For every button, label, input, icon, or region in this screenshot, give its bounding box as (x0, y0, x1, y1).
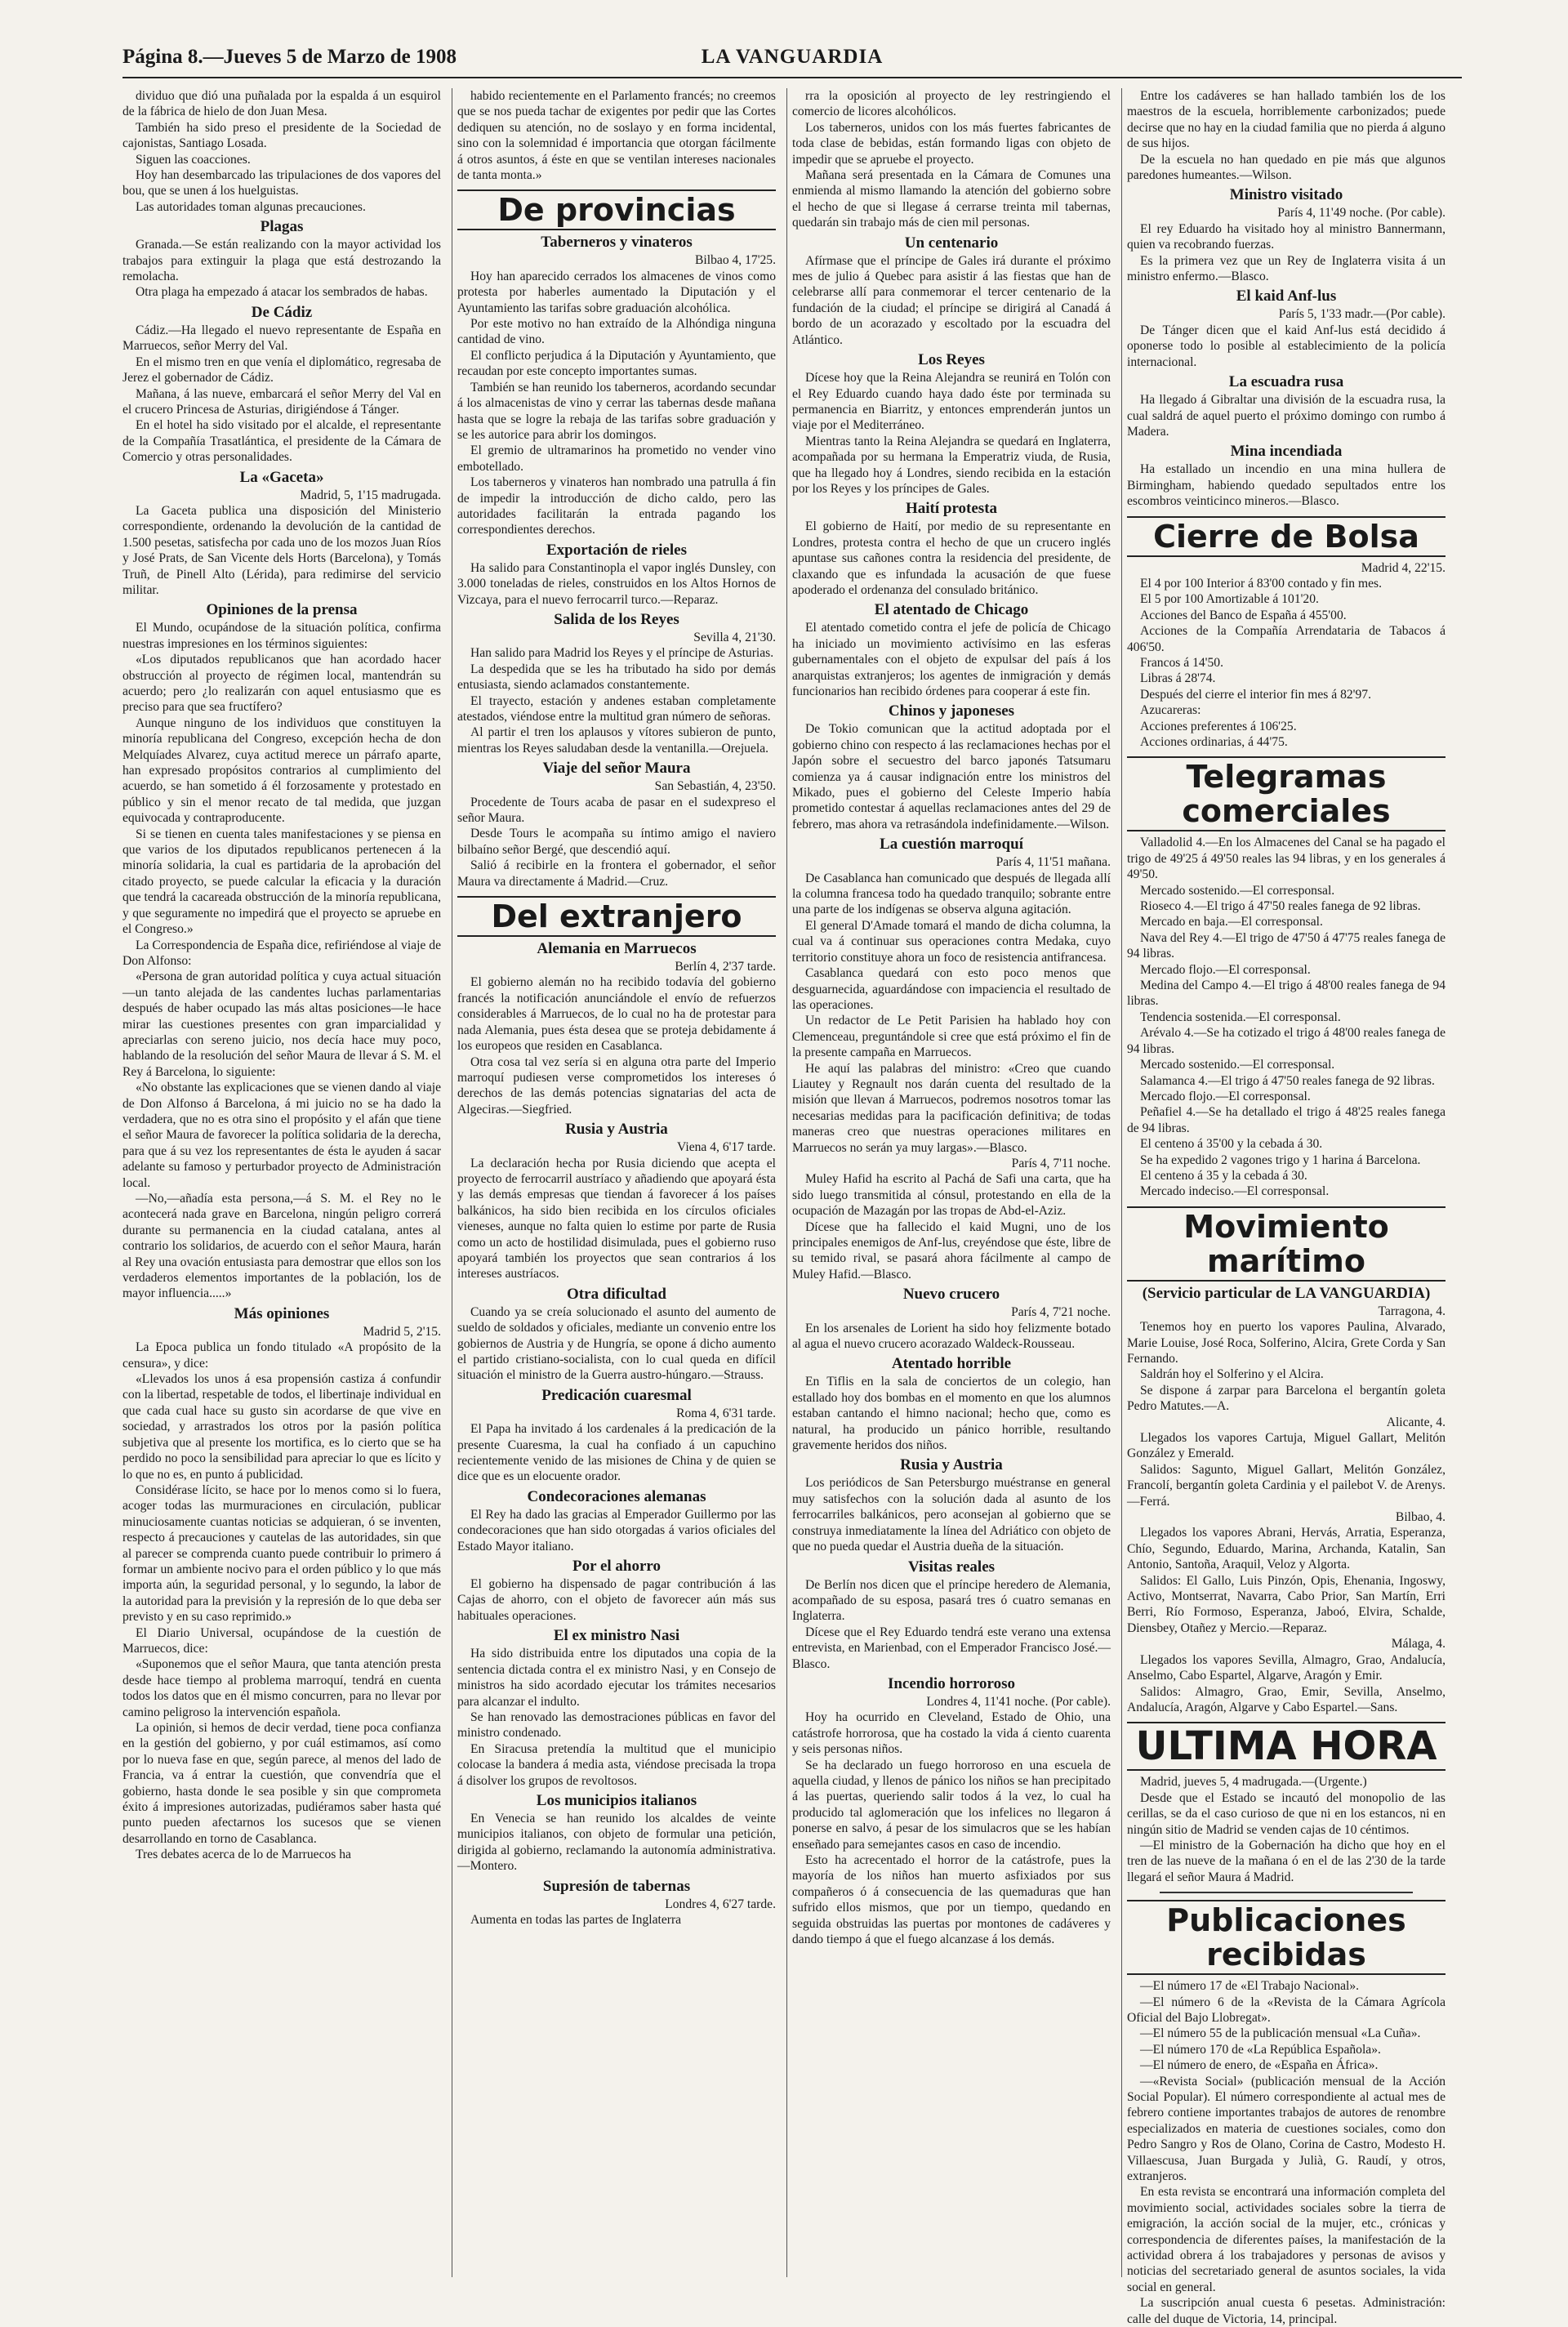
paragraph: habido recientemente en el Parlamento francés; no creemos que se nos pueda tachar de exigentes por pedir que las Cortes dediquen su atención, no de soslayo y en forma incidental, sino con la solemnidad é importancia que otorgan fácilmente á otros asuntos, á éste en que se ventilan intereses nacionales de tanta monta.» (457, 89, 776, 183)
paragraph: «Suponemos que el señor Maura, que tanta atención presta desde hace tiempo al problema marroquí, tendrá en cuenta todos los datos que en él mismo concurren, para no llevar por camino peligroso la intervención española. (122, 1657, 441, 1719)
header-rule (122, 77, 1462, 78)
paragraph: Muley Hafid ha escrito al Pachá de Safi una carta, que ha sido luego transmitida al cónsul, protestando en ella de la ocupación de Mazagán por las tropas de Abd-el-Aziz. (792, 1172, 1111, 1219)
paragraph: Rioseco 4.—El trigo á 47'50 reales fanega de 92 libras. (1140, 899, 1421, 914)
paragraph: De Casablanca han comunicado que después de llegada allí la columna francesa todo ha quedado tranquilo; sobrante entre una parte de los indígenas se observa alguna agitación. (792, 871, 1111, 917)
paragraph: —No,—añadía esta persona,—á S. M. el Rey no le acontecerá nada grave en Barcelona, ningún peligro correrá durante su permanencia en la ciudad catalana, antes al contrario los solidarios, de acuerdo con el señor Maura, harán al Rey una ovación entusiasta para demostrar que ellos son los verdaderos elementos importantes de la población, los de mayor influencia.....» (122, 1192, 441, 1301)
paragraph: La suscripción anual cuesta 6 pesetas. Administración: calle del duque de Victoria, 14, principal. (1127, 2296, 1446, 2326)
section-heading: Incendio horroroso (887, 1674, 1016, 1692)
dateline: París 4, 11'49 noche. (Por cable). (1277, 206, 1446, 221)
paragraph: En Venecia se han reunido los alcaldes de veinte municipios italianos, con objeto de formular una petición, dirigida al gobierno, reclamando la autonomía administrativa.—Montero. (457, 1811, 776, 1874)
paragraph: Acciones de la Compañía Arrendataria de Tabacos á 406'50. (1127, 624, 1446, 654)
dateline: Londres 4, 11'41 noche. (Por cable). (926, 1694, 1111, 1709)
section-heading: Chinos y japoneses (888, 702, 1015, 720)
paragraph: Siguen las coacciones. (136, 152, 251, 167)
page-header (122, 41, 1462, 75)
paragraph: Saldrán hoy el Solferino y el Alcira. (1140, 1367, 1324, 1382)
paragraph: Acciones del Banco de España á 455'00. (1140, 608, 1347, 622)
column-3 (792, 88, 1111, 2285)
paragraph: El gobierno alemán no ha recibido todavía del gobierno francés la notificación anunciándole el envío de refuerzos considerables á Marruecos, de lo cual no ha de protestar para nada Alemania, pues ésta desea que se proteja debidamente á los europeos que residen en Casablanca. (457, 975, 776, 1054)
paragraph: Mañana, á las nueve, embarcará el señor Merry del Val en el crucero Princesa de Asturias, dirigiéndose á Tánger. (122, 386, 441, 417)
paragraph: Acciones preferentes á 106'25. (1140, 719, 1297, 733)
paragraph: Mercado indeciso.—El corresponsal. (1140, 1184, 1330, 1199)
paragraph: La Correspondencia de España dice, refiriéndose al viaje de Don Alfonso: (122, 938, 441, 968)
paragraph: «Los diputados republicanos que han acordado hacer obstrucción al proyecto de régimen local, mantendrán su acuerdo; pero ¿lo realizarán con aquel entusiasmo que es preciso para que sea fructífero? (122, 653, 441, 715)
paragraph: Medina del Campo 4.—El trigo á 48'00 reales fanega de 94 libras. (1127, 978, 1446, 1009)
dateline: París 5, 1'33 madr.—(Por cable). (1278, 307, 1446, 322)
paragraph: Otra cosa tal vez sería si en alguna otra parte del Imperio marroquí pudiesen verse comprometidos los intereses ó derechos de las demás potencias signatarias del acta de Algeciras.—Siegfried. (457, 1054, 776, 1117)
dateline: París 4, 7'11 noche. (1011, 1156, 1111, 1170)
paragraph: La despedida que se les ha tributado ha sido por demás entusiasta, siendo aclamados constantemente. (457, 662, 776, 693)
section-heading: Predicación cuaresmal (541, 1386, 692, 1404)
section-heading: Haití protesta (905, 500, 998, 518)
paragraph: El Rey ha dado las gracias al Emperador Guillermo por las condecoraciones que han sido otorgadas á varios oficiales del Estado Mayor italiano. (457, 1507, 776, 1554)
column-4 (1127, 88, 1446, 2326)
paragraph: Los taberneros y vinateros han nombrado una patrulla á fin de impedir la introducción de dicho caldo, pero las autoridades facilitarán la entrada pagando los correspondientes derechos. (457, 475, 776, 537)
paragraph: Se dispone á zarpar para Barcelona el bergantín goleta Pedro Matutes.—A. (1127, 1383, 1446, 1414)
paragraph: En esta revista se encontrará una información completa del movimiento social, actividades sociales sobre la tierra de emigración, la acción social de la mujer, etc., crónicas y correspondencia de diferentes países, la manifestación de la actividad obrera á los trabajadores y personas de avisos y noticias del secretariado general de asuntos sociales, la vida social en general. (1127, 2185, 1446, 2294)
paragraph: En el mismo tren en que venía el diplomático, regresaba de Jerez el gobernador de Cádiz. (122, 354, 441, 386)
paragraph: «No obstante las explicaciones que se vienen dando al viaje de Don Alfonso á Barcelona, á mi juicio no se ha dado la verdadera, que no es otra sino el propósito y el afán que tiene el señor Maura de favorecer la política solidaria de la derecha, para que á su vez los representantes de ésta le ayuden á sacar adelante su famoso y perturbador proyecto de Administración local. (122, 1081, 441, 1190)
dateline: San Sebastián, 4, 23'50. (654, 779, 776, 794)
paragraph: El rey Eduardo ha visitado hoy al ministro Bannermann, quien va recobrando fuerzas. (1127, 221, 1446, 252)
section-heading: Taberneros y vinateros (541, 234, 693, 252)
paragraph: Tres debates acerca de lo de Marruecos ha (136, 1848, 351, 1862)
paragraph: Desde que el Estado se incautó del monopolio de las cerillas, se da el caso curioso de que ni en los estancos, ni en ningún sitio de Madrid se venden cajas de 10 céntimos. (1127, 1790, 1446, 1837)
dateline: Roma 4, 6'31 tarde. (676, 1406, 776, 1420)
paragraph: Ha salido para Constantinopla el vapor inglés Dunsley, con 3.000 toneladas de rieles, construidos en los Altos Hornos de Vizcaya, para el nuevo ferrocarril turco.—Reparaz. (457, 560, 776, 607)
paragraph: Azucareras: (1140, 703, 1201, 718)
paragraph: Aumenta en todas las partes de Inglaterra (470, 1912, 682, 1927)
section-heading: La cuestión marroquí (880, 836, 1023, 854)
section-heading: Los municipios italianos (536, 1791, 697, 1809)
paragraph: Afírmase que el príncipe de Gales irá durante el próximo mes de julio á Quebec para asistir á las fiestas que han de celebrarse allí para conmemorar el tercer centenario de la fundación de la ciudad; el príncipe se dirigirá al Canadá á bordo de un acorazado y escoltado por la escuadra del Atlántico. (792, 253, 1111, 347)
section-heading: Atentado horrible (891, 1355, 1012, 1373)
section-heading: Exportación de rieles (546, 541, 688, 559)
paragraph: Esto ha acrecentado el horror de la catástrofe, pues la mayoría de los niños han muerto asfixiados por sus compañeros ó á consecuencia de las quemaduras que han sufrido ellos mismos, que por un tiempo, quedando en seguida obstruidas las puertas por montones de cadáveres y dando tiempo á que el fuego alcanzase á los demás. (792, 1853, 1111, 1947)
paragraph: Casablanca quedará con esto poco menos que desguarnecida, aguardándose con impaciencia el resultado de las operaciones. (792, 966, 1111, 1012)
paragraph: Desde Tours le acompaña su íntimo amigo el naviero bilbaíno señor Bergé, que descendió aquí. (457, 827, 776, 857)
paragraph: De la escuela no han quedado en pie más que algunos paredones humeantes.—Wilson. (1127, 152, 1446, 183)
column-2 (457, 88, 776, 2285)
paragraph: Es la primera vez que un Rey de Inglaterra visita á un ministro enfermo.—Blasco. (1127, 253, 1446, 284)
dateline: Alicante, 4. (1386, 1415, 1446, 1429)
paragraph: El atentado cometido contra el jefe de policía de Chicago ha iniciado un movimiento activísimo en las esferas gubernamentales con el objeto de expulsar del país á los anarquistas extranjeros; los agentes de inmigración y demás funcionarios han recibido órdenes para cooperar á este fin. (792, 621, 1111, 698)
section-heading: Rusia y Austria (565, 1121, 668, 1139)
paragraph: Procedente de Tours acaba de pasar en el sudexpreso el señor Maura. (457, 795, 776, 826)
paragraph: El centeno á 35'00 y la cebada á 30. (1140, 1137, 1323, 1152)
dateline: Sevilla 4, 21'30. (693, 630, 776, 644)
paragraph: Mientras tanto la Reina Alejandra se quedará en Inglaterra, acompañada por su hermana la Emperatriz viuda, de Rusia, que ha llegado hoy á Londres, siendo recibida en la estación por los Reyes y los príncipes de Gales. (792, 434, 1111, 496)
paragraph: Salidos: El Gallo, Luis Pinzón, Opis, Ehenania, Ingoswy, Activo, Montserrat, Navarra, Cabo Prior, San Martín, Erri Berri, Río Formoso, Esperanza, Jaboó, Elvira, Schalde, Diensbey, Otañez y Mercio.—Reparaz. (1127, 1573, 1446, 1635)
section-banner: Movimiento marítimo (1127, 1206, 1446, 1282)
section-heading: Salida de los Reyes (554, 610, 679, 628)
paragraph: Se han renovado las demostraciones públicas en favor del ministro condenado. (457, 1710, 776, 1741)
section-heading: El ex ministro Nasi (553, 1627, 680, 1645)
section-heading: El kaid Anf-lus (1236, 288, 1337, 305)
paragraph: Después del cierre el interior fin mes á 82'97. (1140, 687, 1371, 702)
paragraph: Llegados los vapores Cartuja, Miguel Gallart, Melitón González y Emerald. (1127, 1431, 1446, 1461)
paragraph: Se ha declarado un fuego horroroso en una escuela de aquella ciudad, y llenos de pánico los niños se han precipitado á las puertas, queriendo salir todos á la vez, lo cual ha producido tal aglomeración que los infelices no llegaron á ponerse en salvo, á pesar de los simulacros que se les habían enseñado para semejantes casos en caso de incendio. (792, 1758, 1111, 1852)
paragraph: Dícese que el Rey Eduardo tendrá este verano una extensa entrevista, en Marienbad, con el Emperador Francisco José.—Blasco. (792, 1625, 1111, 1671)
section-heading: La escuadra rusa (1228, 373, 1344, 391)
paragraph: Aunque ninguno de los individuos que constituyen la minoría republicana del Congreso, excepción hecha de don Melquíades Alvarez, cuya actitud merece un párrafo aparte, han expresado propósitos contrarios al cumplimiento del acuerdo, se han sometido á él forzosamente y protestado en público y sin el menor recato de tal medida, que juzgan equivocada y contraproducente. (122, 715, 441, 826)
dateline: Madrid, 5, 1'15 madrugada. (300, 488, 441, 502)
paragraph: Dícese que ha fallecido el kaid Mugni, uno de los principales enemigos de Anf-lus, creyéndose que éste, libre de su temido rival, se pasará ahora fácilmente al campo de Muley Hafid.—Blasco. (792, 1219, 1111, 1282)
paragraph: rra la oposición al proyecto de ley restringiendo el comercio de licores alcohólicos. (792, 89, 1111, 119)
dateline: Bilbao, 4. (1395, 1510, 1446, 1525)
paragraph: Valladolid 4.—En los Almacenes del Canal se ha pagado el trigo de 49'25 á 49'50 reales las 94 libras, y en los generales á 49'50. (1127, 836, 1446, 882)
paragraph: Las autoridades toman algunas precauciones. (136, 199, 366, 214)
dateline: Madrid 4, 22'15. (1361, 560, 1446, 575)
section-heading: Mina incendiada (1230, 443, 1343, 461)
section-heading: El atentado de Chicago (874, 601, 1029, 619)
paragraph: Mercado sostenido.—El corresponsal. (1140, 883, 1335, 898)
section-banner: Telegramas comerciales (1127, 756, 1446, 831)
section-heading: Los Reyes (918, 351, 985, 369)
paragraph: Ha estallado un incendio en una mina hullera de Birmingham, habiendo quedado sepultados entre los escombros veinticinco mineros.—Blasco. (1127, 462, 1446, 509)
paragraph: Han salido para Madrid los Reyes y el príncipe de Asturias. (470, 646, 774, 661)
paragraph: —El número 17 de «El Trabajo Nacional». (1140, 1979, 1360, 1994)
section-banner: Publicaciones recibidas (1127, 1900, 1446, 1975)
section-heading: Rusia y Austria (900, 1456, 1003, 1474)
paragraph: Cádiz.—Ha llegado el nuevo representante de España en Marruecos, señor Merry del Val. (122, 323, 441, 354)
paragraph: Los taberneros, unidos con los más fuertes fabricantes de toda clase de bebidas, están formando ligas con objeto de impedir que se apruebe el proyecto. (792, 120, 1111, 167)
section-heading: (Servicio particular de LA VANGUARDIA) (1142, 1284, 1431, 1302)
paragraph: Salamanca 4.—El trigo á 47'50 reales fanega de 92 libras. (1140, 1073, 1435, 1088)
paragraph: De Tánger dicen que el kaid Anf-lus está decidido á oponerse todo lo posible al establecimiento de la policía internacional. (1127, 323, 1446, 369)
paragraph: El 4 por 100 Interior á 83'00 contado y fin mes. (1140, 576, 1382, 591)
paragraph: Peñafiel 4.—Se ha detallado el trigo á 48'25 reales fanega de 94 libras. (1127, 1105, 1446, 1135)
dateline: Madrid 5, 2'15. (363, 1324, 441, 1339)
paragraph: La opinión, si hemos de decir verdad, tiene poca confianza en la gestión del gobierno, y por cuál estimamos, así como por lo nueva fase en que, según parece, al menos del lado de Francia, va á entrar la cuestión, que convendría que el gobierno, hasta donde le sea posible y sin que comprometa éxito á impresiones autorizadas, pudiéramos saber hasta qué punto pueden afectarnos los sucesos que se vienen desarrollando en torno de Casablanca. (122, 1721, 441, 1846)
section-heading: Otra dificultad (567, 1285, 666, 1303)
dateline: París 4, 7'21 noche. (1011, 1305, 1111, 1320)
paragraph: El gobierno ha dispensado de pagar contribución á las Cajas de ahorro, con el objeto de favorecer aún más sus habituales operaciones. (457, 1577, 776, 1623)
paragraph: «Persona de gran autoridad política y cuya actual situación—un tanto alejada de las candentes luchas parlamentarias después de haber ocupado las más altas posiciones—le hace mirar las cuestiones presentes con gran imparcialidad y apreciarlas con sereno juicio, nos decía hace muy poco, hablando de la resolución del señor Maura de llevar á S. M. el Rey á Barcelona, lo siguiente: (122, 970, 441, 1079)
paragraph: La Gaceta publica una disposición del Ministerio correspondiente, ordenando la devolución de la cantidad de 1.500 pesetas, satisfecha por cada uno de los mozos Juan Ríos y José Prats, de San Vicente dels Horts (Barcelona), y Tomás Truñ, de Pinell Alto (Lérida), para redimirse del servicio militar. (122, 503, 441, 597)
paragraph: Ha sido distribuida entre los diputados una copia de la sentencia dictada contra el ex ministro Nasi, y en Consejo de ministros ha sido acordado ejecutar los trámites necesarios para alcanzar el indulto. (457, 1647, 776, 1709)
paragraph: dividuo que dió una puñalada por la espalda á un esquirol de la fábrica de hielo de don Juan Mesa. (122, 89, 441, 119)
paragraph: Salió á recibirle en la frontera el gobernador, el señor Maura va directamente á Madrid.—Cruz. (457, 858, 776, 889)
paragraph: Si se tienen en cuenta tales manifestaciones y se piensa en que varios de los diputados republicanos pertenecen á la minoría solidaria, la cual es partidaria de la aprobación del citado proyecto, se puede calcular la eficacia y la duración que tendrá la cacareada obstrucción de la minoría republicana, y que seguramente no impedirá que el proyecto se apruebe en el Congreso.» (122, 827, 441, 937)
paragraph: Dícese hoy que la Reina Alejandra se reunirá en Tolón con el Rey Eduardo cuando haya dado éste por terminada su permanencia en Biarritz, y entonces emprenderán juntos un viaje por el Mediterráneo. (792, 371, 1111, 433)
paragraph: Un redactor de Le Petit Parisien ha hablado hoy con Clemenceau, preguntándole si cree que está próximo el fin de la presente campaña en Marruecos. (792, 1014, 1111, 1060)
paragraph: Al partir el tren los aplausos y vítores subieron de punto, mientras los Reyes saludaban desde la ventanilla.—Orejuela. (457, 725, 776, 756)
paragraph: He aquí las palabras del ministro: «Creo que cuando Liautey y Regnault nos darán cuenta del resultado de la misión que llevan á Marruecos, podremos nosotros tomar las necesarias medidas para la pacificación definitiva; de todas maneras creo que nuestras operaciones militares en Marruecos no serán ya muy largas».—Blasco. (792, 1061, 1111, 1155)
paragraph: Cuando ya se creía solucionado el asunto del aumento de sueldo de soldados y oficiales, mediante un convenio entre los gobiernos de Austria y de Hungría, se opone á dicho aumento el partido cristiano-socialista, con lo cual queda en difícil situación el ministro de la Guerra austro-húngaro.—Strauss. (457, 1304, 776, 1383)
paragraph: Considérase lícito, se hace por lo menos como si lo fuera, acoger todas las murmuraciones en circulación, publicar minuciosamente cuantas noticias se adquieran, ó se inventen, respecto á precauciones y cautelas de las autoridades, sin que al parecer se comprenda cuanto puede contribuir lo primero á formar un ambiente nocivo para el orden público y lo que más importa aún, la seguridad personal, y lo segundo, la labor de la autoridad para la previsión y la represión de lo que deba ser previsto y en su caso reprimido.» (122, 1482, 441, 1625)
paragraph: El 5 por 100 Amortizable á 101'20. (1140, 592, 1319, 607)
paragraph: El trayecto, estación y andenes estaban completamente atestados, viéndose entre la multitud gran número de señoras. (457, 693, 776, 724)
paragraph: Mercado flojo.—El corresponsal. (1140, 1089, 1311, 1103)
paragraph: —El ministro de la Gobernación ha dicho que hoy en el tren de las nueve de la mañana ó en el de las 2'30 de la tarde llegará el señor Maura á Madrid. (1127, 1838, 1446, 1884)
paragraph: Mercado sostenido.—El corresponsal. (1140, 1058, 1335, 1072)
section-heading: Supresión de tabernas (542, 1877, 691, 1895)
paragraph: El Diario Universal, ocupándose de la cuestión de Marruecos, dice: (122, 1625, 441, 1656)
paragraph: —El número 170 de «La República Española». (1140, 2042, 1381, 2057)
section-heading: Por el ahorro (572, 1558, 661, 1576)
paragraph: Ha llegado á Gibraltar una división de la escuadra rusa, la cual saldrá de aquel puerto el próximo domingo con rumbo á Madera. (1127, 393, 1446, 439)
paragraph: El gremio de ultramarinos ha prometido no vender vino embotellado. (457, 444, 776, 474)
section-heading: Alemania en Marruecos (537, 940, 697, 958)
section-heading: Ministro visitado (1229, 186, 1343, 204)
paragraph: Mercado en baja.—El corresponsal. (1140, 915, 1323, 929)
paragraph: Nava del Rey 4.—El trigo de 47'50 á 47'75 reales fanega de 94 libras. (1127, 930, 1446, 961)
paragraph: El conflicto perjudica á la Diputación y Ayuntamiento, que recaudan por este concepto importantes sumas. (457, 348, 776, 379)
paragraph: En los arsenales de Lorient ha sido hoy felizmente botado al agua el nuevo crucero acorazado Waldeck-Rousseau. (792, 1321, 1111, 1352)
paragraph: Arévalo 4.—Se ha cotizado el trigo á 48'00 reales fanega de 94 libras. (1127, 1026, 1446, 1056)
paragraph: El gobierno de Haití, por medio de su representante en Londres, protesta contra el hecho de que un crucero inglés apuntase sus cañones contra la residencia del presidente, de claxando que es infundada la acusación de que fuese apoderado el ordenanza del consulado británico. (792, 519, 1111, 597)
section-banner: Cierre de Bolsa (1127, 516, 1446, 557)
column-rule (786, 88, 787, 2277)
paragraph: Llegados los vapores Sevilla, Almagro, Grao, Andalucía, Anselmo, Cabo Espartel, Algarve, Aragón y Emir. (1127, 1652, 1446, 1683)
paragraph: —El número 6 de la «Revista de la Cámara Agrícola Oficial del Bajo Llobregat». (1127, 1995, 1446, 2025)
paragraph: En Siracusa pretendía la multitud que el municipio colocase la bandera á media asta, viéndose precisada la tropa á disolver los grupos de revoltosos. (457, 1741, 776, 1788)
section-heading: Nuevo crucero (902, 1286, 1000, 1304)
paragraph: Hoy han desembarcado las tripulaciones de dos vapores del bou, que se unen á los huelguistas. (122, 168, 441, 198)
section-heading: Más opiniones (234, 1304, 330, 1322)
dateline: Viena 4, 6'17 tarde. (677, 1140, 776, 1155)
paragraph: —«Revista Social» (publicación mensual de la Acción Social Popular). El número correspondiente al actual mes de febrero contiene importantes trabajos de autores de renombre especializados en materia de cuestiones sociales, como don Pedro Sangro y Ros de Olano, Corina de Castro, Modesto H. Villaescusa, Juan Burgada y Julià, G. Raudí, y otros, extranjeros. (1127, 2074, 1446, 2184)
paragraph: La declaración hecha por Rusia diciendo que acepta el proyecto de ferrocarril austríaco y añadiendo que apoyará ésta y las demás empresas que tiendan á favorecer á los países balkánicos, ha sido bien recibida en los círculos oficiales vieneses, aunque no falta quien lo estime por parte de Rusia como un acto de hostilidad disimulada, pues el gobierno ruso apoyará también los proyectos que sean contrarios á los intereses austríacos. (457, 1156, 776, 1282)
paragraph: Salidos: Sagunto, Miguel Gallart, Melitón González, Francolí, bergantín goleta Cardinia y el pailebot V. de Arenys.—Ferrá. (1127, 1462, 1446, 1509)
page-date: Página 8.—Jueves 5 de Marzo de 1908 (122, 46, 457, 68)
section-heading: Plagas (260, 218, 304, 236)
paragraph: El Papa ha invitado á los cardenales á la predicación de la presente Cuaresma, la cual ha confiado á un capuchino recientemente venido de las misiones de China y de quien se dice que es un elocuente orador. (457, 1422, 776, 1484)
section-banner: ULTIMA HORA (1127, 1722, 1446, 1771)
masthead: LA VANGUARDIA (701, 46, 884, 68)
dateline: Málaga, 4. (1391, 1637, 1446, 1652)
dateline: Tarragona, 4. (1378, 1304, 1446, 1318)
paragraph: Salidos: Almagro, Grao, Emir, Sevilla, Anselmo, Andalucía, Aragón, Algarve y Cabo Espartel.—Sans. (1127, 1684, 1446, 1714)
paragraph: De Berlín nos dicen que el príncipe heredero de Alemania, acompañado de su esposa, pasará tres ó cuatro semanas en Inglaterra. (792, 1577, 1111, 1624)
paragraph: El general D'Amade tomará el mando de dicha columna, la cual va á continuar sus operaciones contra Medaka, cuyo territorio constituye ahora un foco de resistencia antifrancesa. (792, 918, 1111, 965)
dateline: Londres 4, 6'27 tarde. (665, 1897, 776, 1911)
paragraph: Francos á 14'50. (1140, 655, 1223, 670)
paragraph: Llegados los vapores Abrani, Hervás, Arratia, Esperanza, Chío, Segundo, Eduardo, Marina, Archanda, Katalin, San Antonio, Santoña, Araquil, Veloz y Algorta. (1127, 1526, 1446, 1572)
paragraph: En el hotel ha sido visitado por el alcalde, el representante de la Compañía Trasatlántica, el presidente de la Cámara de Comercio y otras personalidades. (122, 418, 441, 465)
paragraph: —El número 55 de la publicación mensual «La Cuña». (1140, 2026, 1421, 2041)
paragraph: Tendencia sostenida.—El corresponsal. (1140, 1010, 1341, 1024)
paragraph: Acciones ordinarias, á 44'75. (1140, 735, 1288, 749)
dateline: Berlín 4, 2'37 tarde. (675, 960, 776, 974)
section-heading: Condecoraciones alemanas (527, 1487, 706, 1505)
paragraph: Por este motivo no han extraído de la Alhóndiga ninguna cantidad de vino. (457, 317, 776, 347)
section-heading: La «Gaceta» (239, 468, 324, 486)
paragraph: Entre los cadáveres se han hallado también los de los maestros de la escuela, horriblemente carbonizados; puede decirse que no hay en la ciudad familia que no pierda á alguno de sus hijos. (1127, 89, 1446, 151)
column-rule (1121, 88, 1122, 2277)
section-heading: Visitas reales (907, 1558, 996, 1576)
paragraph: Libras á 28'74. (1140, 671, 1216, 686)
separator (1160, 1892, 1413, 1893)
paragraph: Madrid, jueves 5, 4 madrugada.—(Urgente.) (1140, 1775, 1367, 1790)
paragraph: El centeno á 35 y la cebada á 30. (1140, 1168, 1307, 1183)
paragraph: Tenemos hoy en puerto los vapores Paulina, Alvarado, Marie Louise, José Roca, Solferino, Alcira, Grete Corda y San Fernando. (1127, 1320, 1446, 1366)
section-heading: Un centenario (904, 234, 999, 252)
paragraph: De Tokio comunican que la actitud adoptada por el gobierno chino con respecto á las reclamaciones hechas por el Japón sobre el secuestro del barco japonés Tatsumaru comienza ya á causar indignación entre los ministros del Mikado, pues el gobierno del Celeste Imperio había prometido contestar á aquellas reclamaciones antes del 29 de febrero, mas ahora va retrasándola indefinidamente.—Wilson. (792, 722, 1111, 831)
dateline: París 4, 11'51 mañana. (996, 855, 1111, 870)
section-heading: De Cádiz (251, 303, 313, 321)
section-heading: Viaje del señor Maura (542, 760, 691, 778)
paragraph: —El número de enero, de «España en África». (1140, 2058, 1379, 2073)
paragraph: Hoy han aparecido cerrados los almacenes de vinos como protesta por haberles aumentado la Diputación y el Ayuntamiento las tarifas sobre graduación alcohólica. (457, 269, 776, 315)
paragraph: En Tiflis en la sala de conciertos de un colegio, han estallado hoy dos bombas en el momento en que los alumnos estaban cantando el himno nacional; hecho que, como es natural, ha producido un pánico horrible, resultando gravemente heridos dos niños. (792, 1375, 1111, 1453)
section-banner: De provincias (457, 189, 776, 230)
paragraph: También ha sido preso el presidente de la Sociedad de cajonistas, Santiago Losada. (122, 120, 441, 151)
section-heading: Opiniones de la prensa (206, 601, 358, 619)
dateline: Bilbao 4, 17'25. (695, 253, 776, 268)
paragraph: «Llevados los unos á esa propensión castiza á confundir con la libertad, respetable de todos, el libertinaje individual en que cada cual hace su gusto sin acordarse de que vive en sociedad, y arrastrados los otros por la pasión política subjetiva que al presente los mortifica, es lo cierto que se ha perdido no poco la sensibilidad para apreciar lo que es lícito y lo que no es, en punto á publicidad. (122, 1372, 441, 1482)
paragraph: Se ha expedido 2 vagones trigo y 1 harina á Barcelona. (1140, 1152, 1421, 1167)
column-1 (122, 88, 441, 2285)
paragraph: Mercado flojo.—El corresponsal. (1140, 962, 1311, 977)
paragraph: Granada.—Se están realizando con la mayor actividad los trabajos para extinguir la plaga que está destrozando la remolacha. (122, 238, 441, 284)
paragraph: El Mundo, ocupándose de la situación política, confirma nuestras impresiones en los términos siguientes: (122, 621, 441, 651)
paragraph: También se han reunido los taberneros, acordando secundar á los almacenistas de vino y cerrar las tabernas desde mañana hasta que se logre la rebaja de las tarifas sobre graduación y se les autorice para abrir los domingos. (457, 380, 776, 442)
section-banner: Del extranjero (457, 896, 776, 937)
paragraph: Los periódicos de San Petersburgo muéstranse en general muy satisfechos con la solución dada al asunto de los ferrocarriles balkánicos, pero aconsejan al gobierno que se construya inmediatamente la línea del Adriático con objeto de que no pueda quedar el Austria dueña de la situación. (792, 1476, 1111, 1554)
paragraph: Otra plaga ha empezado á atacar los sembrados de habas. (136, 285, 428, 300)
paragraph: Hoy ha ocurrido en Cleveland, Estado de Ohio, una catástrofe horrorosa, que ha costado la vida á ciento cuarenta y seis personas niños. (792, 1710, 1111, 1757)
paragraph: La Epoca publica un fondo titulado «A propósito de la censura», y dice: (122, 1340, 441, 1371)
paragraph: Mañana será presentada en la Cámara de Comunes una enmienda al mismo llamando la atención del gobierno sobre el hecho de que si llegase á cerrarse treinta mil tabernas, quedarán sin trabajo más de cien mil personas. (792, 168, 1111, 230)
